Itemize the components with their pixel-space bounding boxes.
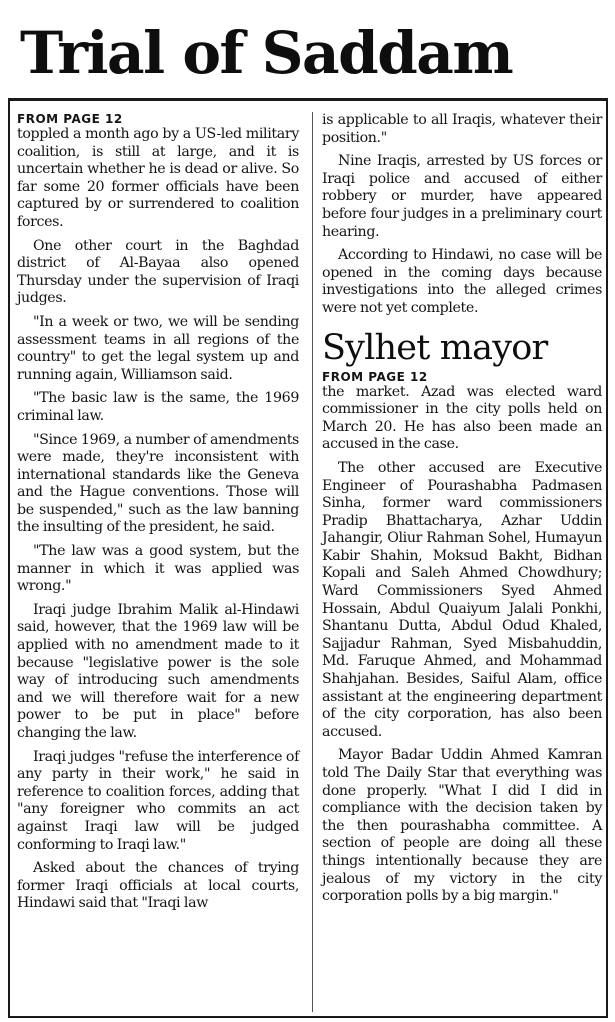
article-paragraph: One other court in the Baghdad district of Al-Bayaa also opened Thursday under the supervision of Iraqi judges. xyxy=(17,237,299,307)
right-rule xyxy=(606,98,608,1018)
article-paragraph: is applicable to all Iraqis, whatever their position." xyxy=(322,112,602,146)
article-paragraph: "The basic law is the same, the 1969 criminal law. xyxy=(17,390,299,424)
headline: Trial of Saddam xyxy=(20,19,513,87)
article-paragraph: Iraqi judge Ibrahim Malik al-Hindawi said, however, that the 1969 law will be applied with no amendment made to it because "legislative power is the sole way of introducing such amendments and we will therefore wait for a new power to be put in place" before changing the law. xyxy=(17,601,299,741)
jump-line: FROM PAGE 12 xyxy=(322,369,428,384)
right-column xyxy=(322,112,602,906)
article-paragraph: "In a week or two, we will be sending assessment teams in all regions of the country" to get the legal system up and running again, Williamson said. xyxy=(17,313,299,383)
article-paragraph: Mayor Badar Uddin Ahmed Kamran told The Daily Star that everything was done properly. "What I did I did in compliance with the decision taken by the then pourashabha committee. A section of people are doing all these things intentionally because they are jealous of my victory in the city corporation polls by a big margin." xyxy=(322,747,602,905)
article-paragraph: Nine Iraqis, arrested by US forces or Iraqi police and accused of either robbery or murder, have appeared before four judges in a preliminary court hearing. xyxy=(322,153,602,240)
bottom-rule xyxy=(8,1016,608,1018)
article-paragraph: The other accused are Executive Engineer of Pourashabha Padmasen Sinha, former ward commissioners Pradip Bhattacharya, Azhar Uddin Jahangir, Oliur Rahman Sohel, Humayun Kabir Shahin, Moksud Bakht, Bidhan Kopali and Saleh Ahmed Chowdhury; Ward Commissioners Syed Ahmed Hossain, Abdul Quaiyum Jalali Ponkhi, Shantanu Dutta, Abdul Odud Khaled, Sajjadur Rahman, Syed Misbahuddin, Md. Faruque Ahmed, and Mohammad Shahjahan. Besides, Saiful Alam, office assistant at the engineering department of the city corporation, has also been accused. xyxy=(322,459,602,740)
top-rule xyxy=(8,98,608,101)
article-paragraph: the market. Azad was elected ward commissioner in the city polls held on March 20. He has also been made an accused in the case. xyxy=(322,383,602,453)
sylhet-headline: Sylhet mayor xyxy=(322,327,548,368)
left-rule xyxy=(8,98,10,1018)
column-rule xyxy=(312,112,313,1012)
article-paragraph: "The law was a good system, but the manner in which it was applied was wrong." xyxy=(17,543,299,595)
article-paragraph: Asked about the chances of trying former Iraqi officials at local courts, Hindawi said that "Iraqi law xyxy=(17,860,299,912)
article-paragraph: toppled a month ago by a US-led military coalition, is still at large, and it is uncertain whether he is dead or alive. So far some 20 former officials have been captured by or surrendered to coalition forces. xyxy=(17,126,299,230)
article-paragraph: Iraqi judges "refuse the interference of any party in their work," he said in reference to coalition forces, adding that "any foreigner who commits an act against Iraqi law will be judged conforming to Iraqi law." xyxy=(17,748,299,853)
jump-line: FROM PAGE 12 xyxy=(17,112,123,126)
article-paragraph: According to Hindawi, no case will be opened in the coming days because investigations into the alleged crimes were not yet complete. xyxy=(322,247,602,316)
article-paragraph: "Since 1969, a number of amendments were made, they're inconsistent with international standards like the Geneva and the Hague conventions. Those will be suspended," such as the law banning the insulting of the president, he said. xyxy=(17,431,299,536)
left-column xyxy=(17,112,299,913)
